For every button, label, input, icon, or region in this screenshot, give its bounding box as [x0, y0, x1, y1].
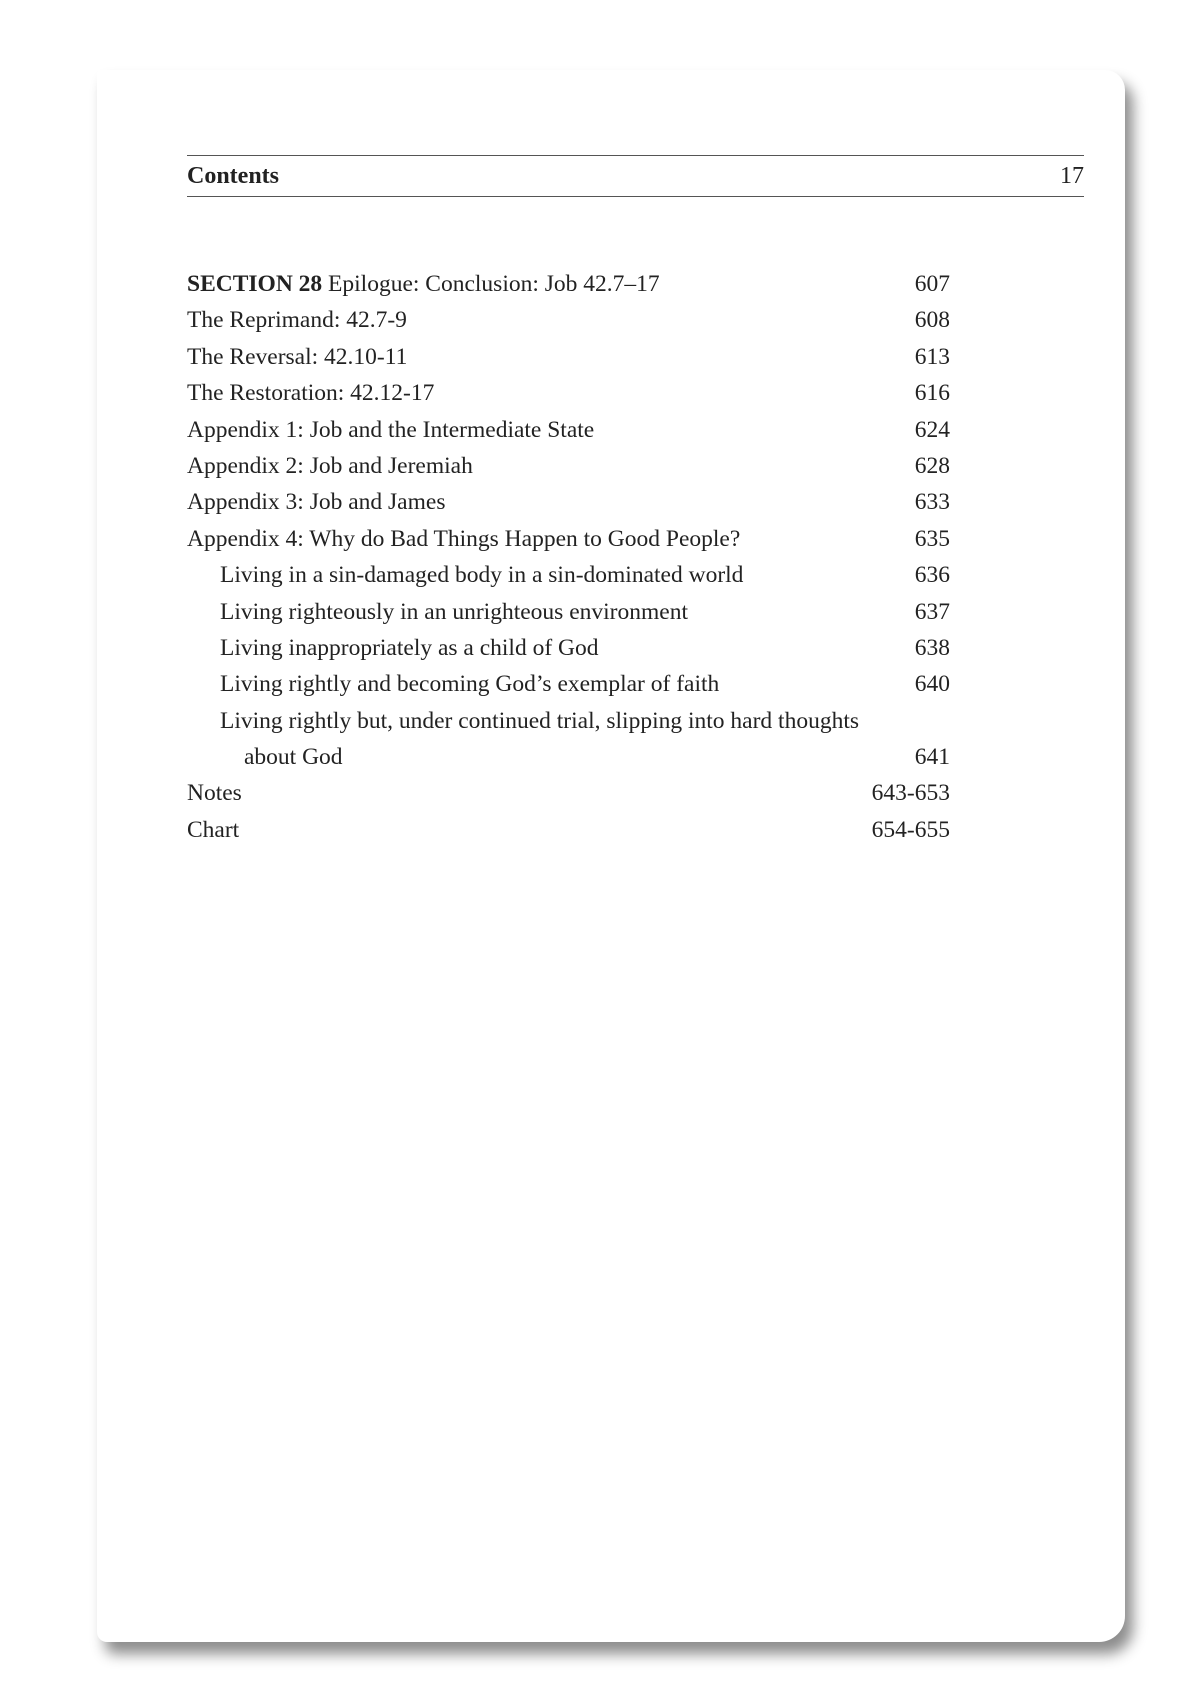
toc-entry — [187, 775, 950, 811]
toc-subentry-label-continued: about God — [244, 744, 343, 771]
toc-entry — [187, 484, 950, 520]
toc-entry-label: Appendix 1: Job and the Intermediate State — [187, 416, 595, 443]
toc-entry-label: The Restoration: 42.12-17 — [187, 380, 435, 407]
toc-entry-page: 628 — [914, 452, 950, 479]
toc-entry-page: 613 — [914, 343, 950, 370]
toc-entry-label: Chart — [187, 816, 240, 843]
toc-section-number: SECTION 28 — [187, 271, 323, 297]
toc-subentry-label: Living rightly but, under continued trial, slipping into hard thoughts — [220, 707, 859, 734]
toc-subentry — [187, 594, 950, 630]
toc-entry-label: Appendix 4: Why do Bad Things Happen to Good People? — [187, 525, 741, 552]
toc-entry — [187, 448, 950, 484]
toc-entry — [187, 521, 950, 557]
toc-section-title: Epilogue: Conclusion: Job 42.7–17 — [322, 271, 660, 297]
toc-subentry — [187, 666, 950, 702]
toc-section-label — [187, 271, 660, 297]
toc-section-page: 607 — [914, 271, 950, 297]
toc-subentry — [187, 630, 950, 666]
running-head-page-number: 17 — [1060, 163, 1084, 189]
toc-entry-label: Notes — [187, 780, 242, 807]
toc-subentry — [187, 703, 950, 739]
toc-entry-page: 616 — [914, 380, 950, 407]
toc-subentry-label: Living rightly and becoming God’s exemplar of faith — [220, 671, 720, 698]
toc-entry-label: The Reversal: 42.10-11 — [187, 343, 408, 370]
toc-section-row — [187, 266, 950, 302]
toc-entry-page: 654-655 — [871, 816, 950, 843]
toc-entry-page: 624 — [914, 416, 950, 443]
toc-subentry — [187, 557, 950, 593]
toc-subentry-label: Living inappropriately as a child of God — [220, 634, 599, 661]
toc-entry-page: 633 — [914, 489, 950, 516]
toc-subentry-page: 640 — [914, 671, 950, 698]
toc-entry — [187, 812, 950, 848]
toc-entry-page: 635 — [914, 525, 950, 552]
toc-entry-page: 643-653 — [871, 780, 950, 807]
toc-subentry-page: 636 — [914, 562, 950, 589]
toc-subentry-page: 637 — [914, 598, 950, 625]
toc-entry-page: 608 — [914, 307, 950, 334]
toc-subentry-continuation — [187, 739, 950, 775]
toc-entry — [187, 339, 950, 375]
toc-entry — [187, 302, 950, 338]
toc-entry-label: Appendix 2: Job and Jeremiah — [187, 452, 473, 479]
toc-entry-label: The Reprimand: 42.7-9 — [187, 307, 407, 334]
toc-subentry-label: Living in a sin-damaged body in a sin-dominated world — [220, 562, 744, 589]
toc-subentry-page: 641 — [914, 744, 950, 771]
toc-entry — [187, 412, 950, 448]
table-of-contents — [187, 266, 950, 848]
toc-subentry-page: 638 — [914, 634, 950, 661]
running-head-title: Contents — [187, 163, 280, 189]
toc-entry-label: Appendix 3: Job and James — [187, 489, 446, 516]
running-head — [187, 155, 1084, 197]
toc-entry — [187, 375, 950, 411]
toc-subentry-label: Living righteously in an unrighteous environment — [220, 598, 688, 625]
